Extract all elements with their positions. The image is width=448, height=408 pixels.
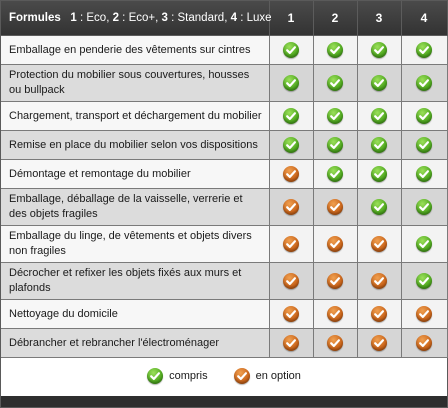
plan-1-cell: [269, 160, 313, 189]
check-icon: [416, 42, 432, 58]
plan-column-2: 2: [313, 1, 357, 36]
check-icon: [283, 137, 299, 153]
plan-4-cell: [401, 160, 447, 189]
feature-rows: [1, 36, 447, 358]
check-icon: [327, 75, 343, 91]
plan-3-num: 3: [161, 12, 168, 24]
plan-3-cell: [357, 189, 401, 226]
check-icon: [327, 335, 343, 351]
formules-label: Formules: [9, 12, 61, 24]
check-icon: [371, 42, 387, 58]
check-icon: [327, 273, 343, 289]
check-icon: [327, 166, 343, 182]
check-icon: [283, 306, 299, 322]
plan-4-name: Luxe: [246, 12, 272, 24]
feature-label: Chargement, transport et déchargement du mobilier: [1, 102, 269, 131]
plan-1-name: Eco: [86, 12, 107, 24]
legend-included: [147, 368, 208, 384]
plan-3-cell: [357, 36, 401, 65]
feature-label: Débrancher et rebrancher l'électroménager: [1, 329, 269, 358]
table-row: [1, 36, 447, 65]
check-icon: [327, 199, 343, 215]
plan-3-cell: [357, 300, 401, 329]
check-icon: [416, 137, 432, 153]
check-icon: [283, 199, 299, 215]
check-icon: [371, 335, 387, 351]
feature-label: Emballage du linge, de vêtements et objets divers non fragiles: [1, 226, 269, 263]
formules-header: Formules 1 : Eco, 2 : Eco+, 3 : Standard, 4 : Luxe: [1, 1, 269, 36]
feature-label: Décrocher et refixer les objets fixés aux murs et plafonds: [1, 263, 269, 300]
plan-2-num: 2: [112, 12, 119, 24]
check-icon: [371, 306, 387, 322]
table-row: [1, 329, 447, 358]
plan-4-cell: [401, 131, 447, 160]
legend-option-label: en option: [255, 369, 301, 382]
check-icon: [327, 108, 343, 124]
plan-3-cell: [357, 226, 401, 263]
plan-2-cell: [313, 226, 357, 263]
plan-2-cell: [313, 65, 357, 102]
feature-label: Remise en place du mobilier selon vos dispositions: [1, 131, 269, 160]
plan-4-cell: [401, 65, 447, 102]
check-icon: [371, 108, 387, 124]
plan-1-num: 1: [70, 12, 77, 24]
plan-3-cell: [357, 329, 401, 358]
check-icon: [283, 75, 299, 91]
plan-2-cell: [313, 300, 357, 329]
plan-1-cell: [269, 329, 313, 358]
plan-4-cell: [401, 263, 447, 300]
legend: [137, 368, 311, 384]
check-icon: [416, 75, 432, 91]
plan-1-cell: [269, 189, 313, 226]
plan-2-cell: [313, 160, 357, 189]
check-icon: [283, 42, 299, 58]
plan-3-cell: [357, 131, 401, 160]
plan-3-cell: [357, 65, 401, 102]
check-icon: [416, 166, 432, 182]
plan-2-cell: [313, 189, 357, 226]
check-icon: [371, 199, 387, 215]
plan-4-cell: [401, 226, 447, 263]
feature-label: Démontage et remontage du mobilier: [1, 160, 269, 189]
table-row: [1, 65, 447, 102]
plan-3-cell: [357, 160, 401, 189]
check-icon: [371, 236, 387, 252]
check-icon: [283, 236, 299, 252]
table-row: [1, 160, 447, 189]
table-row: [1, 189, 447, 226]
plan-2-cell: [313, 131, 357, 160]
plan-column-3: 3: [357, 1, 401, 36]
header-row: [1, 1, 447, 36]
plan-3-name: Standard: [177, 12, 225, 24]
plan-4-num: 4: [230, 12, 237, 24]
plan-2-cell: [313, 102, 357, 131]
check-icon: [416, 335, 432, 351]
plan-1-cell: [269, 131, 313, 160]
formules-table: [1, 1, 448, 396]
check-icon: [371, 75, 387, 91]
check-icon: [283, 335, 299, 351]
plan-2-cell: [313, 263, 357, 300]
check-icon: [283, 166, 299, 182]
plan-3-cell: [357, 263, 401, 300]
check-icon: [327, 306, 343, 322]
table-row: [1, 102, 447, 131]
plan-column-4: 4: [401, 1, 447, 36]
plan-1-cell: [269, 36, 313, 65]
plan-column-1: 1: [269, 1, 313, 36]
check-icon: [371, 166, 387, 182]
plan-1-cell: [269, 102, 313, 131]
feature-label: Nettoyage du domicile: [1, 300, 269, 329]
check-icon: [371, 273, 387, 289]
check-icon: [327, 236, 343, 252]
plan-4-cell: [401, 36, 447, 65]
table-row: [1, 263, 447, 300]
check-icon: [416, 306, 432, 322]
plan-4-cell: [401, 102, 447, 131]
plan-1-cell: [269, 300, 313, 329]
plan-2-name: Eco+: [128, 12, 156, 24]
legend-cell: [1, 358, 447, 397]
plan-2-cell: [313, 36, 357, 65]
plan-1-cell: [269, 263, 313, 300]
check-icon: [416, 236, 432, 252]
plan-1-cell: [269, 226, 313, 263]
check-icon: [283, 273, 299, 289]
plan-2-cell: [313, 329, 357, 358]
check-icon: [416, 273, 432, 289]
plan-4-cell: [401, 300, 447, 329]
check-icon: [234, 368, 250, 384]
plan-4-cell: [401, 189, 447, 226]
check-icon: [416, 108, 432, 124]
table-row: [1, 131, 447, 160]
check-icon: [283, 108, 299, 124]
check-icon: [327, 137, 343, 153]
legend-option: [234, 368, 301, 384]
feature-label: Emballage, déballage de la vaisselle, verrerie et des objets fragiles: [1, 189, 269, 226]
legend-row: [1, 358, 447, 397]
table-row: [1, 226, 447, 263]
check-icon: [371, 137, 387, 153]
check-icon: [147, 368, 163, 384]
plan-4-cell: [401, 329, 447, 358]
feature-label: Protection du mobilier sous couvertures, housses ou bullpack: [1, 65, 269, 102]
plan-3-cell: [357, 102, 401, 131]
plan-1-cell: [269, 65, 313, 102]
legend-included-label: compris: [169, 369, 208, 382]
feature-label: Emballage en penderie des vêtements sur cintres: [1, 36, 269, 65]
check-icon: [327, 42, 343, 58]
table-row: [1, 300, 447, 329]
check-icon: [416, 199, 432, 215]
